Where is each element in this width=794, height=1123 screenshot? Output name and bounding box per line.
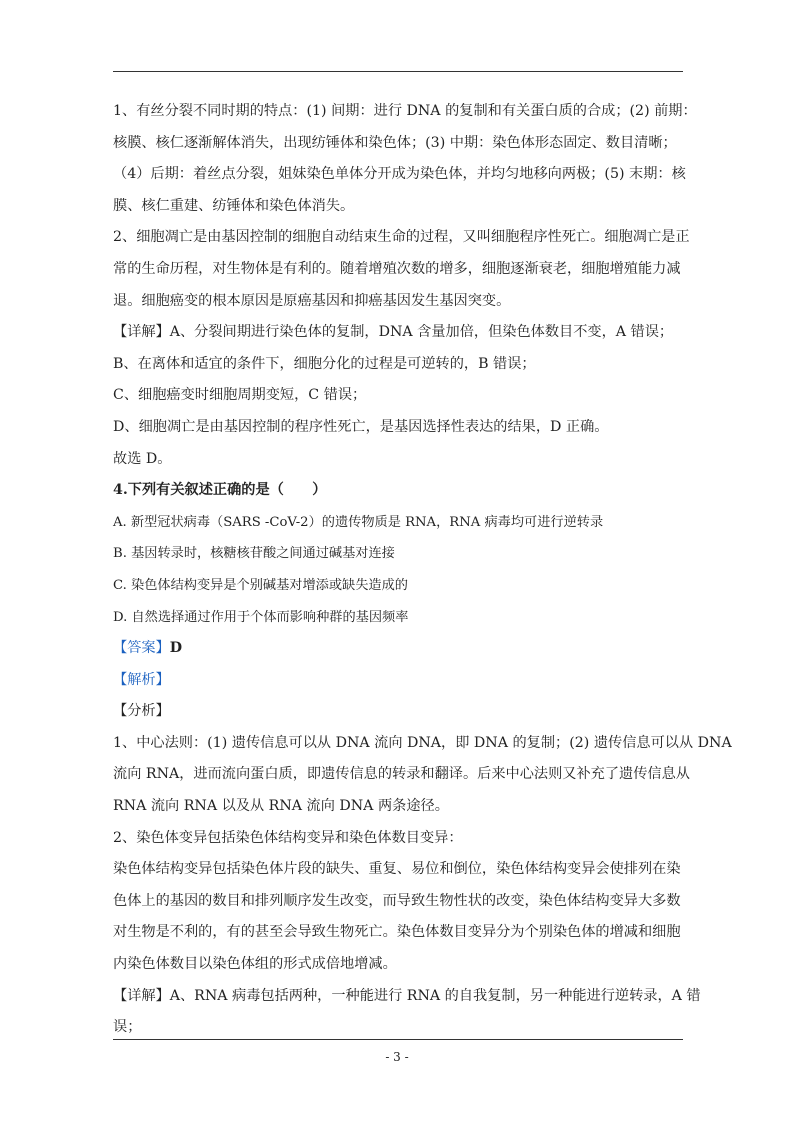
text-line: 常的生命历程，对生物体是有利的。随着增殖次数的增多，细胞逐渐衰老，细胞增殖能力减 (113, 260, 681, 277)
text-line: 误； (113, 1019, 142, 1036)
chromosome-variation-paragraph (113, 823, 685, 981)
answer-label: 【答案】 (113, 640, 170, 657)
option-d: D. 自然选择通过作用于个体而影响种群的基因频率 (113, 609, 409, 625)
text-line: C、细胞癌变时细胞周期变短，C 错误； (113, 387, 367, 404)
question-4 (113, 475, 685, 633)
footer-rule (113, 1039, 683, 1040)
text-line: 1、中心法则：(1) 遗传信息可以从 DNA 流向 DNA，即 DNA 的复制；(2) 遗传信息可以从 DNA (113, 734, 732, 751)
text-line: 染色体结构变异包括染色体片段的缺失、重复、易位和倒位，染色体结构变异会使排列在染 (113, 861, 681, 878)
option-a: A. 新型冠状病毒（SARS -CoV-2）的遗传物质是 RNA，RNA 病毒均可进行逆转录 (113, 514, 604, 530)
page-content (113, 96, 732, 1044)
answer-block (113, 633, 685, 728)
text-line: 故选 D。 (113, 450, 172, 467)
text-line: B、在离体和适宜的条件下，细胞分化的过程是可逆转的，B 错误； (113, 355, 536, 372)
text-line: 对生物是不利的，有的甚至会导致生物死亡。染色体数目变异分为个别染色体的增减和细胞 (113, 924, 681, 941)
question-stem: 4.下列有关叙述正确的是（ ） (113, 482, 327, 499)
q3-detail-explanation (113, 317, 685, 475)
q4-detail-explanation (113, 981, 701, 1044)
apoptosis-paragraph (113, 222, 690, 317)
text-line: 1、有丝分裂不同时期的特点：(1) 间期：进行 DNA 的复制和有关蛋白质的合成；(2) 前期： (113, 103, 697, 119)
mitosis-stages-paragraph (113, 96, 697, 222)
text-line: D、细胞凋亡是由基因控制的程序性死亡，是基因选择性表达的结果，D 正确。 (113, 418, 609, 435)
text-line: 色体上的基因的数目和排列顺序发生改变，而导致生物性状的改变，染色体结构变异大多数 (113, 892, 681, 909)
answer-value: D (169, 640, 183, 657)
text-line: 2、染色体变异包括染色体结构变异和染色体数目变异： (113, 829, 463, 846)
text-line: 【详解】A、RNA 病毒包括两种，一种能进行 RNA 的自我复制，另一种能进行逆转录，A 错 (113, 987, 701, 1004)
analysis-subheading: 【分析】 (113, 703, 170, 720)
text-line: 膜、核仁重建、纺锤体和染色体消失。 (113, 197, 355, 214)
option-b: B. 基因转录时，核糖核苷酸之间通过碱基对连接 (113, 546, 395, 562)
option-c: C. 染色体结构变异是个别碱基对增添或缺失造成的 (113, 577, 408, 593)
header-rule (113, 71, 683, 72)
text-line: 2、细胞凋亡是由基因控制的细胞自动结束生命的过程，又叫细胞程序性死亡。细胞凋亡是正 (113, 229, 690, 246)
text-line: 核膜、核仁逐渐解体消失，出现纺锤体和染色体；(3) 中期：染色体形态固定、数目清晰； (113, 134, 677, 151)
text-line: （4）后期：着丝点分裂，姐妹染色单体分开成为染色体，并均匀地移向两极；(5) 末期：核 (113, 166, 686, 183)
text-line: 流向 RNA，进而流向蛋白质，即遗传信息的转录和翻译。后来中心法则又补充了遗传信息从 (113, 766, 690, 783)
text-line: 【详解】A、分裂间期进行染色体的复制，DNA 含量加倍，但染色体数目不变，A 错误； (113, 324, 674, 341)
page-number: - 3 - (385, 1050, 409, 1064)
answer-line (113, 633, 685, 665)
text-line: RNA 流向 RNA 以及从 RNA 流向 DNA 两条途径。 (113, 798, 449, 815)
analysis-label: 【解析】 (113, 671, 170, 688)
central-dogma-paragraph (113, 728, 732, 823)
text-line: 退。细胞癌变的根本原因是原癌基因和抑癌基因发生基因突变。 (113, 292, 511, 309)
text-line: 内染色体数目以染色体组的形式成倍地增减。 (113, 956, 397, 973)
